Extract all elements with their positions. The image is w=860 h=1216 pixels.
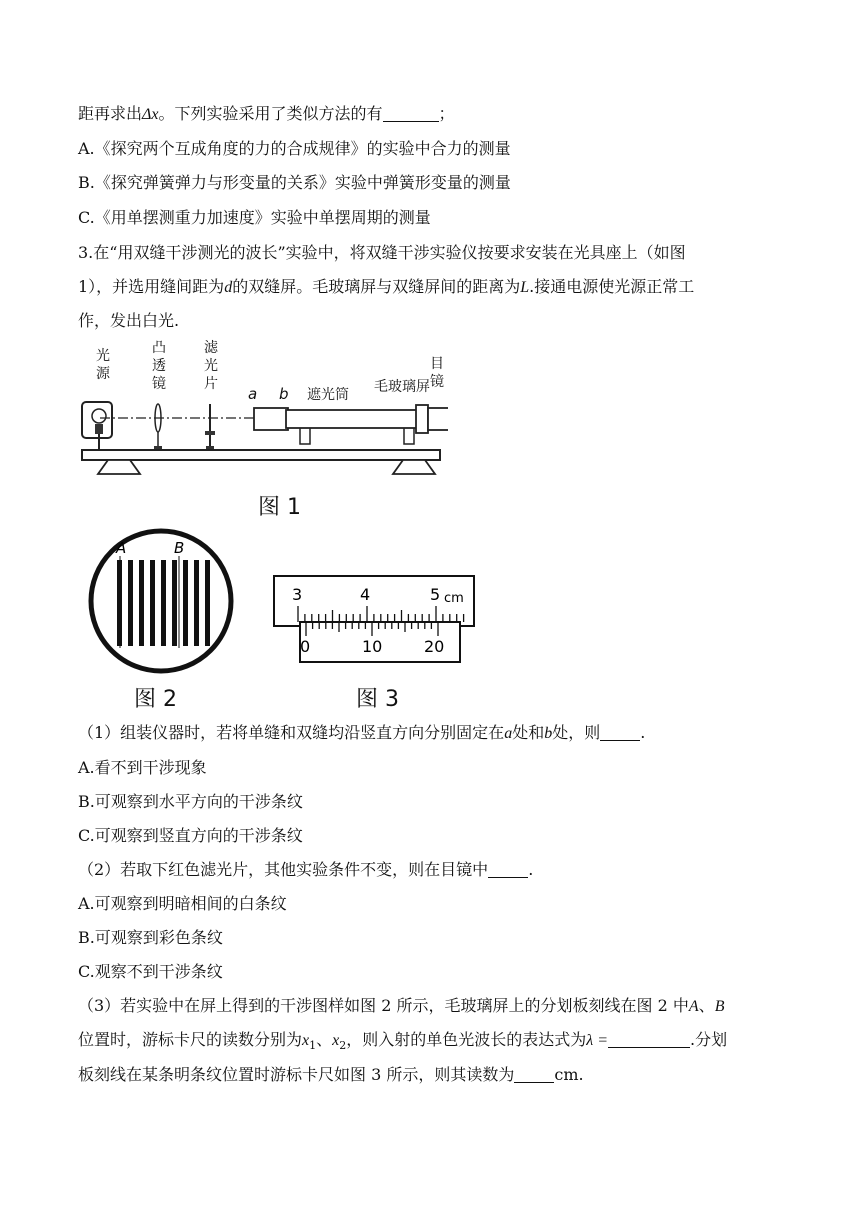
figure-3-caption: 图 3: [356, 687, 399, 712]
main-label-4: 4: [360, 585, 371, 604]
var-x1: x: [302, 1032, 310, 1049]
var-b-upper: B: [714, 998, 725, 1015]
fringe-band: [139, 560, 144, 646]
lambda-symbol: λ =: [586, 1032, 608, 1049]
label-screen: 毛玻璃屏: [374, 379, 430, 395]
sub-question-1-option-c: C.可观察到竖直方向的干涉条纹: [78, 826, 303, 845]
fringe-band: [172, 560, 177, 646]
fringe-band: [183, 560, 188, 646]
text: 、: [698, 996, 715, 1015]
fringe-band: [161, 560, 166, 646]
var-a-upper: A: [688, 998, 699, 1015]
fringe-band: [205, 560, 210, 646]
sub-question-1-option-a: A.看不到干涉现象: [78, 758, 207, 777]
var-d: d: [224, 279, 233, 296]
main-label-5: 5: [430, 585, 441, 604]
text: ；: [438, 104, 455, 123]
vernier-label-10: 10: [362, 637, 383, 656]
label-light-source-2: 源: [96, 366, 110, 382]
delta-x-symbol: Δx: [142, 106, 159, 123]
figure-1-caption: 图 1: [258, 495, 301, 520]
answer-blank[interactable]: [600, 724, 640, 741]
label-a-position: A: [116, 539, 127, 557]
text: 、: [316, 1030, 333, 1049]
sub-question-2-option-a: A.可观察到明暗相间的白条纹: [78, 894, 287, 913]
text: 距再求出: [78, 104, 143, 123]
text: .分划: [690, 1030, 728, 1049]
option-a: A.《探究两个互成角度的力的合成规律》的实验中合力的测量: [78, 139, 511, 158]
figure-2-interference-pattern: [78, 528, 244, 678]
fringe-band: [194, 560, 199, 646]
text: .: [640, 723, 646, 742]
sub-question-2: [78, 860, 533, 880]
text: .接通电源使光源正常工: [529, 277, 695, 296]
text: ，则入射的单色光波长的表达式为: [346, 1030, 587, 1049]
label-tube: 遮光筒: [307, 387, 349, 403]
answer-blank[interactable]: [608, 1031, 690, 1048]
label-filter-3: 片: [204, 376, 218, 392]
question-3-line-2: [78, 277, 694, 298]
figure-3-vernier-caliper: [270, 572, 480, 668]
text: cm.: [554, 1065, 584, 1084]
sub-question-2-option-c: C.观察不到干涉条纹: [78, 962, 223, 981]
label-filter-2: 光: [204, 358, 218, 374]
text: 处和: [512, 723, 545, 742]
sub-question-3-line-2: [78, 1030, 727, 1056]
sub-question-1-option-b: B.可观察到水平方向的干涉条纹: [78, 792, 303, 811]
var-b: b: [544, 725, 553, 742]
label-eyepiece-top: 目: [430, 356, 444, 372]
label-lens-2: 透: [152, 358, 166, 374]
fringe-band: [128, 560, 133, 646]
fringe-band: [150, 560, 155, 646]
figure-1-apparatus: [78, 338, 448, 486]
main-label-3: 3: [292, 585, 303, 604]
label-a: a: [248, 385, 258, 403]
sub-question-3-line-3: [78, 1065, 584, 1085]
answer-blank[interactable]: [488, 861, 528, 878]
vernier-label-20: 20: [424, 637, 445, 656]
label-lens-3: 镜: [152, 376, 166, 392]
var-a: a: [504, 725, 513, 742]
label-b-position: B: [174, 539, 185, 557]
label-light-source-1: 光: [96, 348, 110, 364]
var-l: L: [520, 279, 530, 296]
question-3-line-1: 3.在“用双缝干涉测光的波长”实验中，将双缝干涉实验仪按要求安装在光具座上（如图: [78, 243, 686, 262]
answer-blank[interactable]: [383, 105, 439, 122]
question-3-line-3: 作，发出白光.: [78, 311, 180, 330]
sub-question-3-line-1: [78, 996, 724, 1017]
vernier-label-0: 0: [300, 637, 311, 656]
text: 1），并选用缝间距为: [78, 277, 225, 296]
label-filter-1: 滤: [204, 340, 218, 356]
text: （1）组装仪器时，若将单缝和双缝均沿竖直方向分别固定在: [78, 723, 505, 742]
figure-2-caption: 图 2: [134, 687, 177, 712]
text-line-1: [78, 104, 455, 125]
text: 位置时，游标卡尺的读数分别为: [78, 1030, 303, 1049]
text: （2）若取下红色滤光片，其他实验条件不变，则在目镜中: [78, 860, 489, 879]
var-x2: x: [332, 1032, 340, 1049]
text: （3）若实验中在屏上得到的干涉图样如图 2 所示，毛玻璃屏上的分划板刻线在图 2 中: [78, 996, 689, 1015]
text: .: [528, 860, 534, 879]
answer-blank[interactable]: [514, 1066, 554, 1083]
text: 。下列实验采用了类似方法的有: [158, 104, 383, 123]
option-b: B.《探究弹簧弹力与形变量的关系》实验中弹簧形变量的测量: [78, 173, 511, 192]
unit-label: cm: [444, 591, 464, 606]
sub-question-1: [78, 723, 645, 744]
label-eyepiece-bottom: 镜: [430, 374, 444, 390]
text: 的双缝屏。毛玻璃屏与双缝屏间的距离为: [232, 277, 521, 296]
label-lens-1: 凸: [152, 340, 166, 356]
text: 处，则: [552, 723, 601, 742]
sub-question-2-option-b: B.可观察到彩色条纹: [78, 928, 223, 947]
option-c: C.《用单摆测重力加速度》实验中单摆周期的测量: [78, 208, 431, 227]
label-b: b: [279, 385, 289, 403]
subscript-1: 1: [309, 1039, 317, 1052]
text: 板刻线在某条明条纹位置时游标卡尺如图 3 所示，则其读数为: [78, 1065, 515, 1084]
subscript-2: 2: [339, 1039, 347, 1052]
